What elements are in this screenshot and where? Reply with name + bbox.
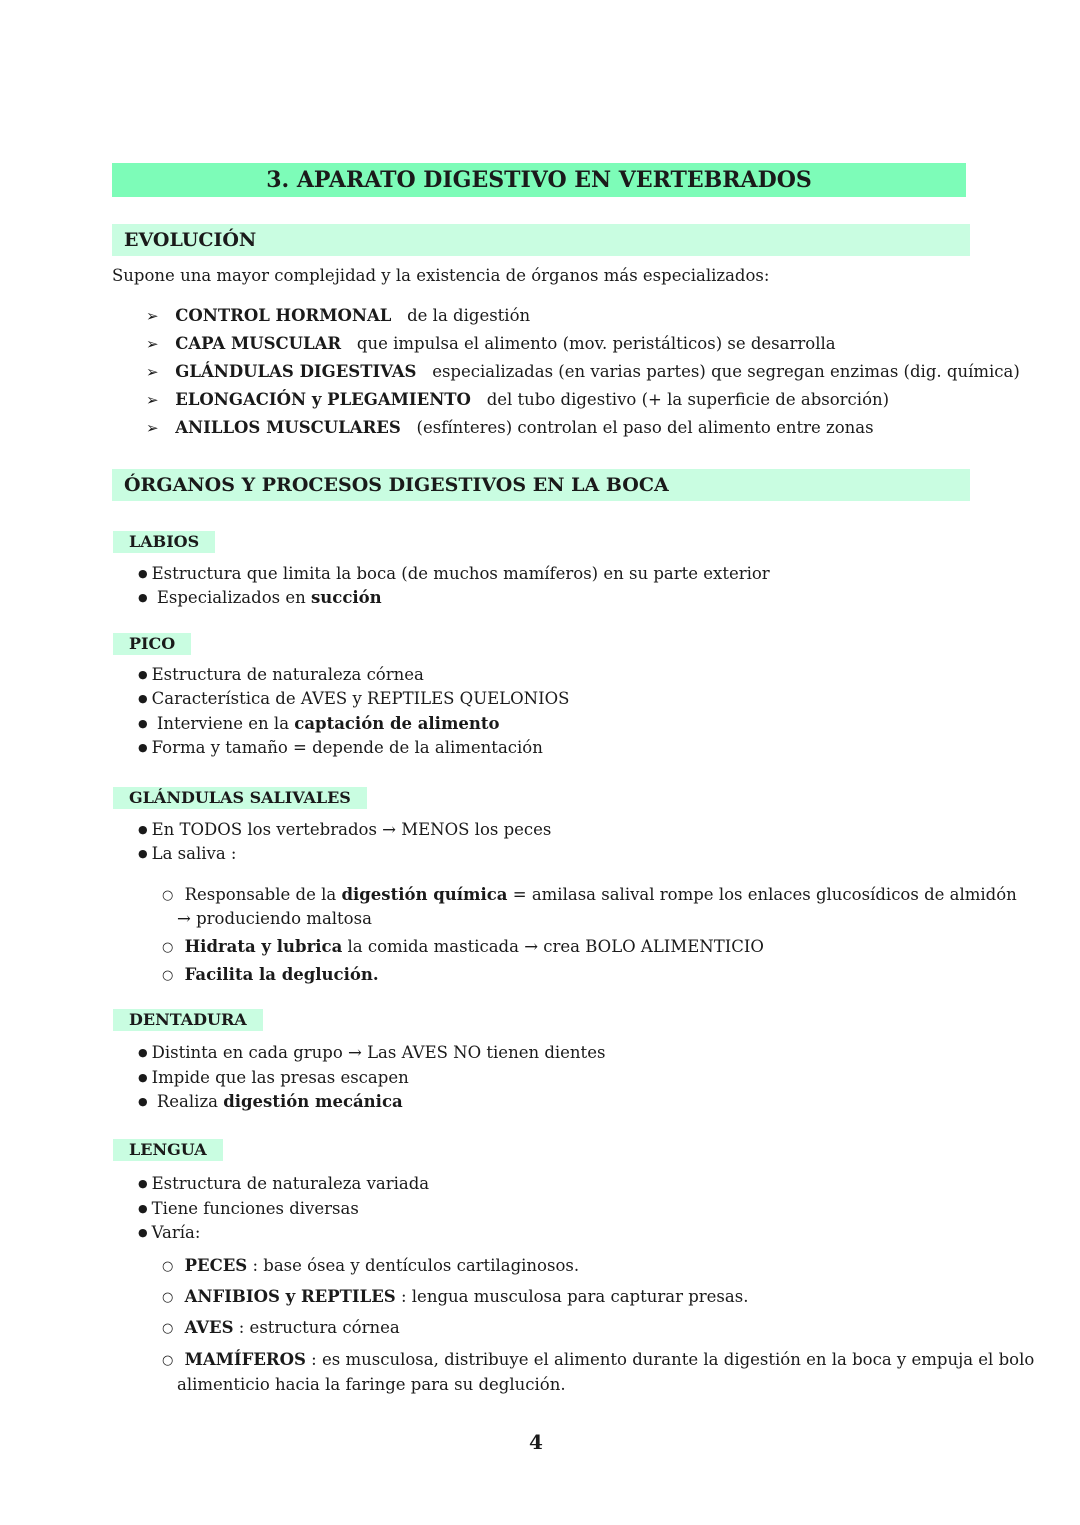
subheading-glandulas: GLÁNDULAS SALIVALES: [113, 787, 367, 809]
item-keyword: CONTROL HORMONAL: [175, 306, 392, 325]
list-item: [146, 390, 889, 409]
page-number: 4: [529, 1430, 543, 1454]
lengua-bullet-2: ● Tiene funciones diversas: [138, 1199, 359, 1218]
section-heading-evolucion: EVOLUCIÓN: [112, 224, 970, 256]
list-item: [146, 418, 874, 437]
item-keyword: GLÁNDULAS DIGESTIVAS: [175, 362, 417, 381]
sub-text: : estructura córnea: [233, 1318, 400, 1337]
item-keyword: CAPA MUSCULAR: [175, 334, 342, 353]
item-text: especializadas (en varias partes) que segregan enzimas (dig. química): [432, 362, 1020, 381]
list-item: [146, 306, 530, 325]
glandulas-sub-1-cont: → produciendo maltosa: [177, 909, 372, 928]
dentadura-bullet-2: ● Impide que las presas escapen: [138, 1068, 409, 1087]
glandulas-sub-3: [162, 965, 379, 984]
arrow-bullet-icon: ➢: [146, 335, 159, 353]
bullet-keyword: captación de alimento: [294, 714, 500, 733]
sub-keyword: AVES: [184, 1318, 234, 1337]
arrow-bullet-icon: ➢: [146, 391, 159, 409]
sub-keyword: digestión química: [341, 885, 508, 904]
sub-text: : lengua musculosa para capturar presas.: [395, 1287, 749, 1306]
subheading-pico: PICO: [113, 633, 191, 655]
bullet-keyword: succión: [310, 588, 382, 607]
bullet-text: Interviene en la: [156, 714, 295, 733]
glandulas-sub-2: [162, 937, 764, 956]
sub-keyword: MAMÍFEROS: [184, 1350, 306, 1369]
lengua-sub-2: [162, 1287, 748, 1306]
lengua-bullet-1: ● Estructura de naturaleza variada: [138, 1174, 429, 1193]
lengua-sub-3: [162, 1318, 400, 1337]
item-text: que impulsa el alimento (mov. peristálticos) se desarrolla: [356, 334, 836, 353]
page-title: 3. APARATO DIGESTIVO EN VERTEBRADOS: [112, 163, 966, 197]
glandulas-sub-1: [162, 885, 1017, 904]
item-keyword: ANILLOS MUSCULARES: [175, 418, 401, 437]
sub-keyword: ANFIBIOS y REPTILES: [184, 1287, 396, 1306]
evolucion-intro: Supone una mayor complejidad y la existencia de órganos más especializados:: [112, 266, 770, 285]
bullet-text: Realiza: [156, 1092, 224, 1111]
pico-bullet-2: ● Característica de AVES y REPTILES QUELONIOS: [138, 689, 569, 708]
sub-keyword: PECES: [184, 1256, 248, 1275]
lengua-sub-4: [162, 1350, 1034, 1369]
subheading-dentadura: DENTADURA: [113, 1009, 263, 1031]
sub-text: la comida masticada → crea BOLO ALIMENTICIO: [342, 937, 764, 956]
arrow-bullet-icon: ➢: [146, 363, 159, 381]
pico-bullet-1: ● Estructura de naturaleza córnea: [138, 665, 424, 684]
sub-text: : es musculosa, distribuye el alimento durante la digestión en la boca y empuja el bolo: [305, 1350, 1035, 1369]
glandulas-bullet-2: ● La saliva :: [138, 844, 236, 863]
sub-keyword: Hidrata y lubrica: [184, 937, 343, 956]
item-keyword: ELONGACIÓN y PLEGAMIENTO: [175, 390, 471, 409]
arrow-bullet-icon: ➢: [146, 419, 159, 437]
item-text: (esfínteres) controlan el paso del alimento entre zonas: [416, 418, 874, 437]
lengua-sub-1: [162, 1256, 579, 1275]
bullet-keyword: digestión mecánica: [223, 1092, 403, 1111]
dentadura-bullet-1: ● Distinta en cada grupo → Las AVES NO tienen dientes: [138, 1043, 605, 1062]
arrow-bullet-icon: ➢: [146, 307, 159, 325]
subheading-lengua: LENGUA: [113, 1139, 223, 1161]
item-text: de la digestión: [407, 306, 531, 325]
dentadura-bullet-3: [138, 1092, 403, 1111]
list-item: [146, 362, 1020, 381]
pico-bullet-3: [138, 714, 500, 733]
labios-bullet-2: [138, 588, 382, 607]
labios-bullet-1: ● Estructura que limita la boca (de muchos mamíferos) en su parte exterior: [138, 564, 770, 583]
sub-keyword: Facilita la deglución.: [184, 965, 379, 984]
lengua-bullet-3: ● Varía:: [138, 1223, 200, 1242]
item-text: del tubo digestivo (+ la superficie de absorción): [486, 390, 890, 409]
sub-text: : base ósea y dentículos cartilaginosos.: [247, 1256, 580, 1275]
list-item: [146, 334, 836, 353]
pico-bullet-4: ● Forma y tamaño = depende de la alimentación: [138, 738, 543, 757]
lengua-sub-4-cont: alimenticio hacia la faringe para su deglución.: [177, 1375, 566, 1394]
subheading-labios: LABIOS: [113, 531, 215, 553]
sub-text: Responsable de la: [184, 885, 342, 904]
sub-text: = amilasa salival rompe los enlaces glucosídicos de almidón: [507, 885, 1017, 904]
bullet-text: Especializados en: [156, 588, 311, 607]
glandulas-bullet-1: ● En TODOS los vertebrados → MENOS los peces: [138, 820, 551, 839]
section-heading-boca: ÓRGANOS Y PROCESOS DIGESTIVOS EN LA BOCA: [112, 469, 970, 501]
